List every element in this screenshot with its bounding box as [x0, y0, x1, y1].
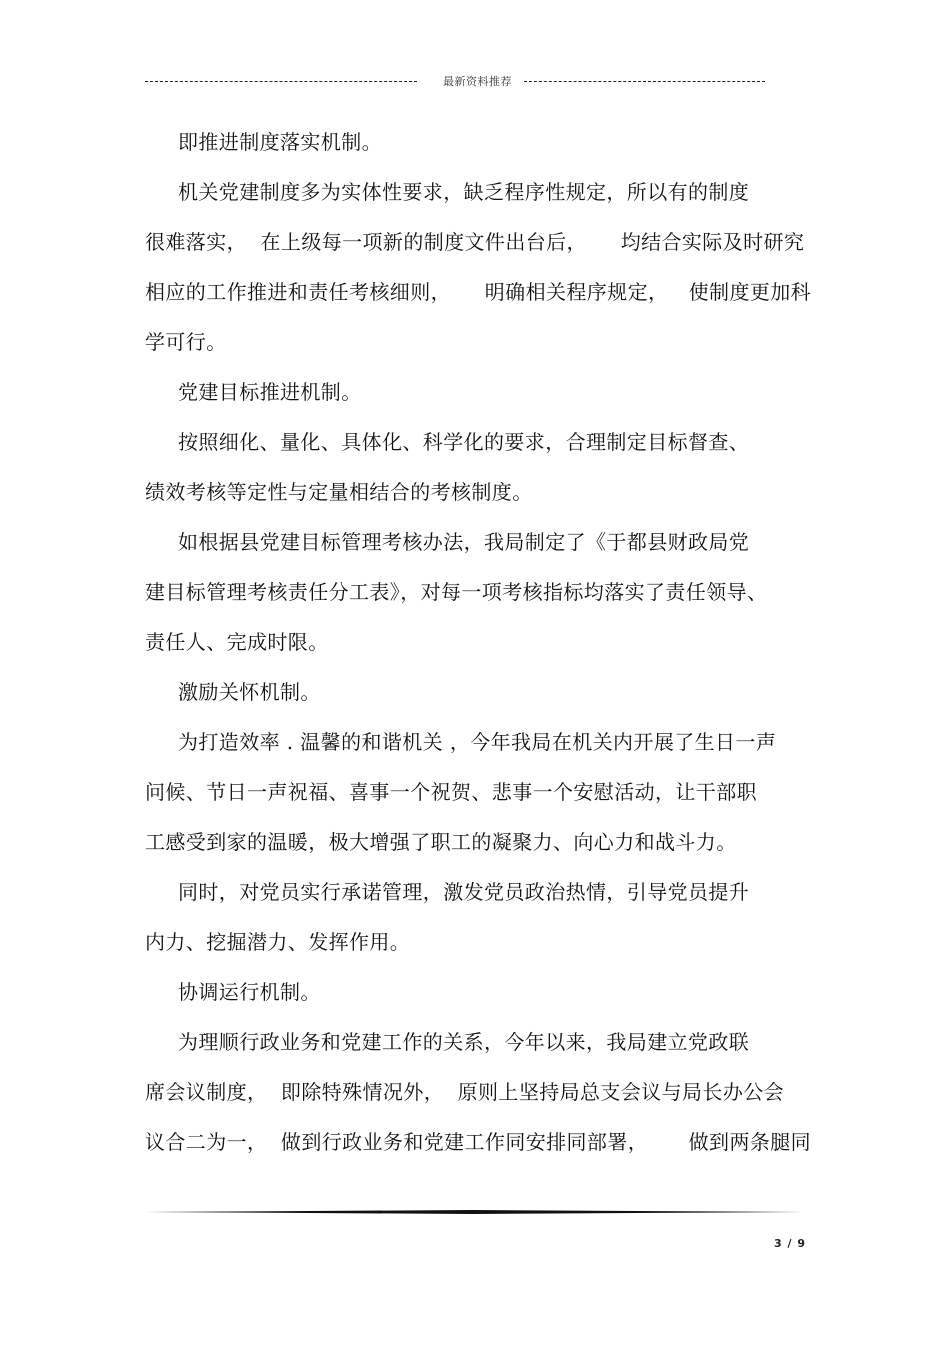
- paragraph-line: 学可行。: [145, 330, 227, 354]
- paragraph-line: 建目标管理考核责任分工表》，对每一项考核指标均落实了责任领导、: [145, 580, 768, 604]
- header-left-rule: [145, 81, 417, 82]
- paragraph-line: 工感受到家的温暖，极大增强了职工的凝聚力、向心力和战斗力。: [145, 830, 737, 854]
- paragraph-line: 党建目标推进机制。: [178, 380, 362, 404]
- header-right-rule: [524, 81, 765, 82]
- paragraph-line: 为打造效率 . 温馨的和谐机关 ，今年我局在机关内开展了生日一声: [178, 730, 777, 754]
- header-title: 最新资料推荐: [443, 75, 512, 88]
- paragraph-line: 即推进制度落实机制。: [178, 130, 382, 154]
- paragraph-line: 绩效考核等定性与定量相结合的考核制度。: [145, 480, 533, 504]
- paragraph-line: 为理顺行政业务和党建工作的关系，今年以来，我局建立党政联: [178, 1030, 750, 1054]
- paragraph-line: 协调运行机制。: [178, 980, 321, 1004]
- paragraph-line: 激励关怀机制。: [178, 680, 321, 704]
- paragraph-line: 同时，对党员实行承诺管理，激发党员政治热情，引导党员提升: [178, 880, 750, 904]
- paragraph-line: 机关党建制度多为实体性要求，缺乏程序性规定，所以有的制度: [178, 180, 750, 204]
- page-header: [145, 72, 765, 90]
- paragraph-line: 议合二为一， 做到行政业务和党建工作同安排同部署， 做到两条腿同: [145, 1130, 812, 1154]
- paragraph-line: 按照细化、量化、具体化、科学化的要求，合理制定目标督查、: [178, 430, 750, 454]
- paragraph-line: 问候、节日一声祝福、喜事一个祝贺、悲事一个安慰活动，让干部职: [145, 780, 757, 804]
- paragraph-line: 责任人、完成时限。: [145, 630, 329, 654]
- paragraph-line: 如根据县党建目标管理考核办法，我局制定了《于都县财政局党: [178, 530, 750, 554]
- paragraph-line: 席会议制度， 即除特殊情况外， 原则上坚持局总支会议与局长办公会: [145, 1080, 785, 1104]
- paragraph-line: 相应的工作推进和责任考核细则， 明确相关程序规定， 使制度更加科: [145, 280, 812, 304]
- paragraph-line: 很难落实， 在上级每一项新的制度文件出台后， 均结合实际及时研究: [145, 230, 805, 254]
- footer-rule: [145, 1210, 803, 1214]
- paragraph-line: 内力、挖掘潜力、发挥作用。: [145, 930, 411, 954]
- page-number: 3 / 9: [774, 1237, 806, 1250]
